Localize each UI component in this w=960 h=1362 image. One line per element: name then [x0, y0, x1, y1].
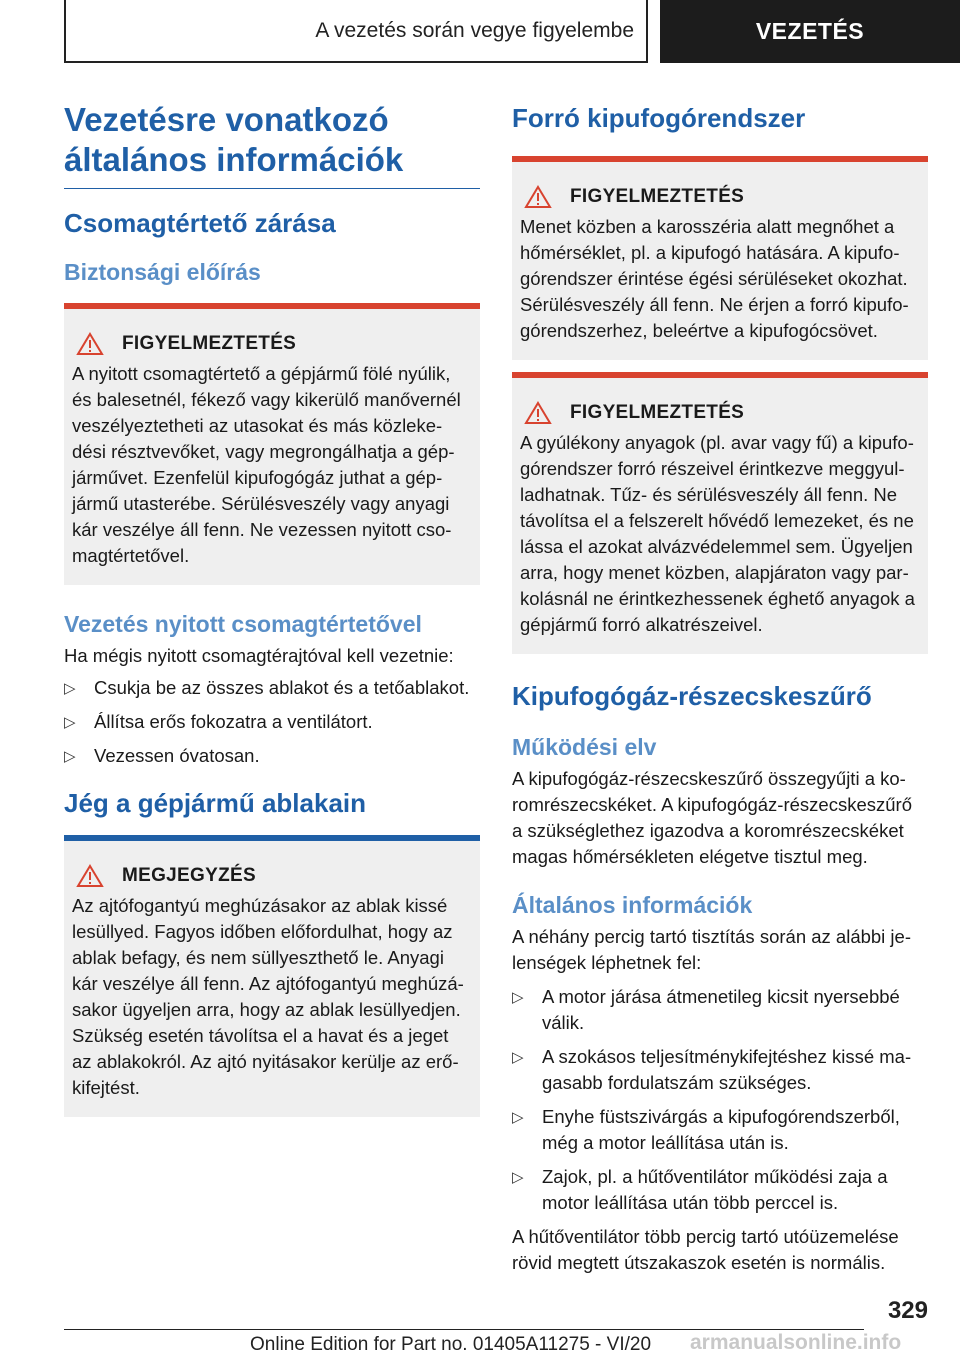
note-line: kifejtést. [72, 1077, 140, 1098]
right-column [512, 100, 928, 1276]
note-title [72, 863, 472, 889]
warning-triangle-icon [76, 864, 104, 888]
header-chapter-tab [660, 0, 960, 63]
warning-text [520, 430, 920, 638]
warning-line: arra, hogy menet közben, alapjáraton vagy par- [520, 562, 909, 583]
heading-general-info: Általános információk [512, 892, 753, 918]
triangle-bullet-icon: ▷ [512, 989, 524, 1006]
note-line: lesüllyed. Fagyos időben előfordulhat, hogy az [72, 921, 453, 942]
heading-open-trunk: Vezetés nyitott csomagtértetővel [64, 611, 422, 637]
warning-label: FIGYELMEZTETÉS [570, 186, 745, 207]
watermark: armanualsonline.info [690, 1331, 902, 1354]
heading-principle: Működési elv [512, 734, 657, 760]
list-item: ▷ Állítsa erős fokozatra a ventilátort. [64, 709, 480, 735]
triangle-bullet-icon: ▷ [64, 748, 76, 765]
warning-text [520, 214, 920, 344]
heading-hot-exhaust: Forró kipufogórendszer [512, 103, 806, 133]
list-item: ▷ Vezessen óvatosan. [64, 743, 480, 769]
warning-title [72, 331, 472, 357]
open-intro: Ha mégis nyitott csomagtérajtóval kell vezetnie: [64, 645, 454, 666]
warning-line: magtértetővel. [72, 545, 190, 566]
general-bullet-list [512, 984, 928, 1216]
heading-safety: Biztonsági előírás [64, 259, 261, 285]
page-title-line2: általános információk [64, 141, 404, 178]
warning-line: és balesetnél, fékező vagy kikerülő manővernél [72, 389, 461, 410]
footer-edition: Online Edition for Part no. 01405A11275 - VI/20 [250, 1334, 652, 1355]
warning-line: A gyúlékony anyagok (pl. avar vagy fű) a kipufo- [520, 432, 914, 453]
triangle-bullet-icon: ▷ [512, 1169, 524, 1186]
open-bullet-list [64, 675, 480, 769]
heading-trunk: Csomagtértető zárása [64, 208, 336, 238]
note-box-ice [64, 835, 480, 1117]
warning-text [72, 361, 472, 569]
warning-line: kár veszélye áll fenn. Ne vezessen nyitott cso- [72, 519, 452, 540]
warning-box-trunk [64, 303, 480, 585]
page-title [64, 100, 480, 189]
triangle-bullet-icon: ▷ [64, 680, 76, 697]
footer-divider [64, 1329, 864, 1330]
list-item: ▷ A szokásos teljesítménykifejtéshez kissé ma- gasabb fordulatszám szükséges. [512, 1046, 912, 1093]
note-label: MEGJEGYZÉS [122, 865, 256, 886]
note-line: kár veszélye áll fenn. Az ajtófogantyú meghúzá- [72, 973, 464, 994]
warning-triangle-icon [76, 332, 104, 356]
triangle-bullet-icon: ▷ [512, 1109, 524, 1126]
warning-line: górendszer forró részeivel érintkezve meggyul- [520, 458, 905, 479]
list-item: ▷ Zajok, pl. a hűtőventilátor működési zaja a motor leállítása után több perccel is. [512, 1166, 888, 1213]
list-item: ▷ Enyhe füstszivárgás a kipufogórendszerből, még a motor leállítása után is. [512, 1106, 900, 1153]
note-line: sakor ügyeljen arra, hogy az ablak lesüllyedjen. [72, 999, 461, 1020]
note-line: ablak befagy, és nem süllyeszthető le. Anyagi [72, 947, 444, 968]
warning-triangle-icon [524, 401, 552, 425]
note-line: az ablakokról. Az ajtó nyitásakor kerülje az erő- [72, 1051, 459, 1072]
warning-line: kolásnál ne érintkezhessenek éghető anyagok a [520, 588, 915, 609]
warning-line: Menet közben a karosszéria alatt megnőhet a [520, 216, 895, 237]
general-intro: A néhány percig tartó tisztítás során az alábbi je- lenségek léphetnek fel: [512, 926, 911, 973]
warning-line: gépjármű forró alkatrészeivel. [520, 614, 763, 635]
warning-triangle-icon [524, 185, 552, 209]
note-text [72, 893, 472, 1101]
page-title-line1: Vezetésre vonatkozó [64, 101, 389, 138]
warning-line: Sérülésveszély áll fenn. Ne érjen a forró kipufo- [520, 294, 909, 315]
warning-line: dési résztvevőket, vagy megrongálhatja a gép- [72, 441, 455, 462]
note-line: Szükség esetén távolítsa el a havat és a jeget [72, 1025, 449, 1046]
principle-text: A kipufogógáz-részecskeszűrő összegyűjti a ko- romrészecskéket. A kipufogógáz-részecskeszűrő a szükséglethez igazodva a koromrészecskéket magas hőmérsékleten elégetve tisztul meg. [512, 768, 912, 867]
heading-particle-filter: Kipufogógáz-részecskeszűrő [512, 681, 872, 711]
header-section-text: A vezetés során vegye figyelembe [315, 18, 634, 42]
warning-label: FIGYELMEZTETÉS [122, 333, 297, 354]
warning-line: járművet. Ezenfelül kipufogógáz juthat a gép- [72, 467, 443, 488]
closing-text: A hűtőventilátor több percig tartó utóüzemelése rövid megtett útszakaszok esetén is normális. [512, 1226, 899, 1273]
warning-line: ladhatnak. Tűz- és sérülésveszély áll fenn. Ne [520, 484, 898, 505]
left-column [64, 100, 480, 1117]
triangle-bullet-icon: ▷ [512, 1049, 524, 1066]
warning-line: távolítsa el a felszerelt hővédő lemezeket, és ne [520, 510, 914, 531]
warning-line: lássa el azokat alvázvédelemmel sem. Ügyeljen [520, 536, 913, 557]
warning-box-flammable [512, 372, 928, 654]
warning-title [520, 400, 920, 426]
note-line: Az ajtófogantyú meghúzásakor az ablak kissé [72, 895, 448, 916]
list-item: ▷ Csukja be az összes ablakot és a tetőablakot. [64, 675, 480, 701]
triangle-bullet-icon: ▷ [64, 714, 76, 731]
page-number: 329 [887, 1297, 928, 1324]
warning-line: jármű utasterébe. Sérülésveszély vagy anyagi [72, 493, 450, 514]
warning-label: FIGYELMEZTETÉS [570, 402, 745, 423]
warning-line: veszélyeztetheti az utasokat és más közleke- [72, 415, 443, 436]
header-section-title [64, 0, 648, 63]
header-chapter-text: VEZETÉS [755, 18, 865, 44]
warning-line: górendszerhez, beleértve a kipufogócsövet. [520, 320, 878, 341]
warning-line: górendszer érintése égési sérüléseket okozhat. [520, 268, 908, 289]
heading-ice: Jég a gépjármű ablakain [64, 788, 367, 818]
warning-line: A nyitott csomagtértető a gépjármű fölé nyúlik, [72, 363, 451, 384]
warning-box-exhaust [512, 156, 928, 360]
list-item: ▷ A motor járása átmenetileg kicsit nyersebbé válik. [512, 986, 900, 1033]
warning-line: hőmérséklet, pl. a kipufogó hatására. A kipufo- [520, 242, 900, 263]
warning-title [520, 184, 920, 210]
